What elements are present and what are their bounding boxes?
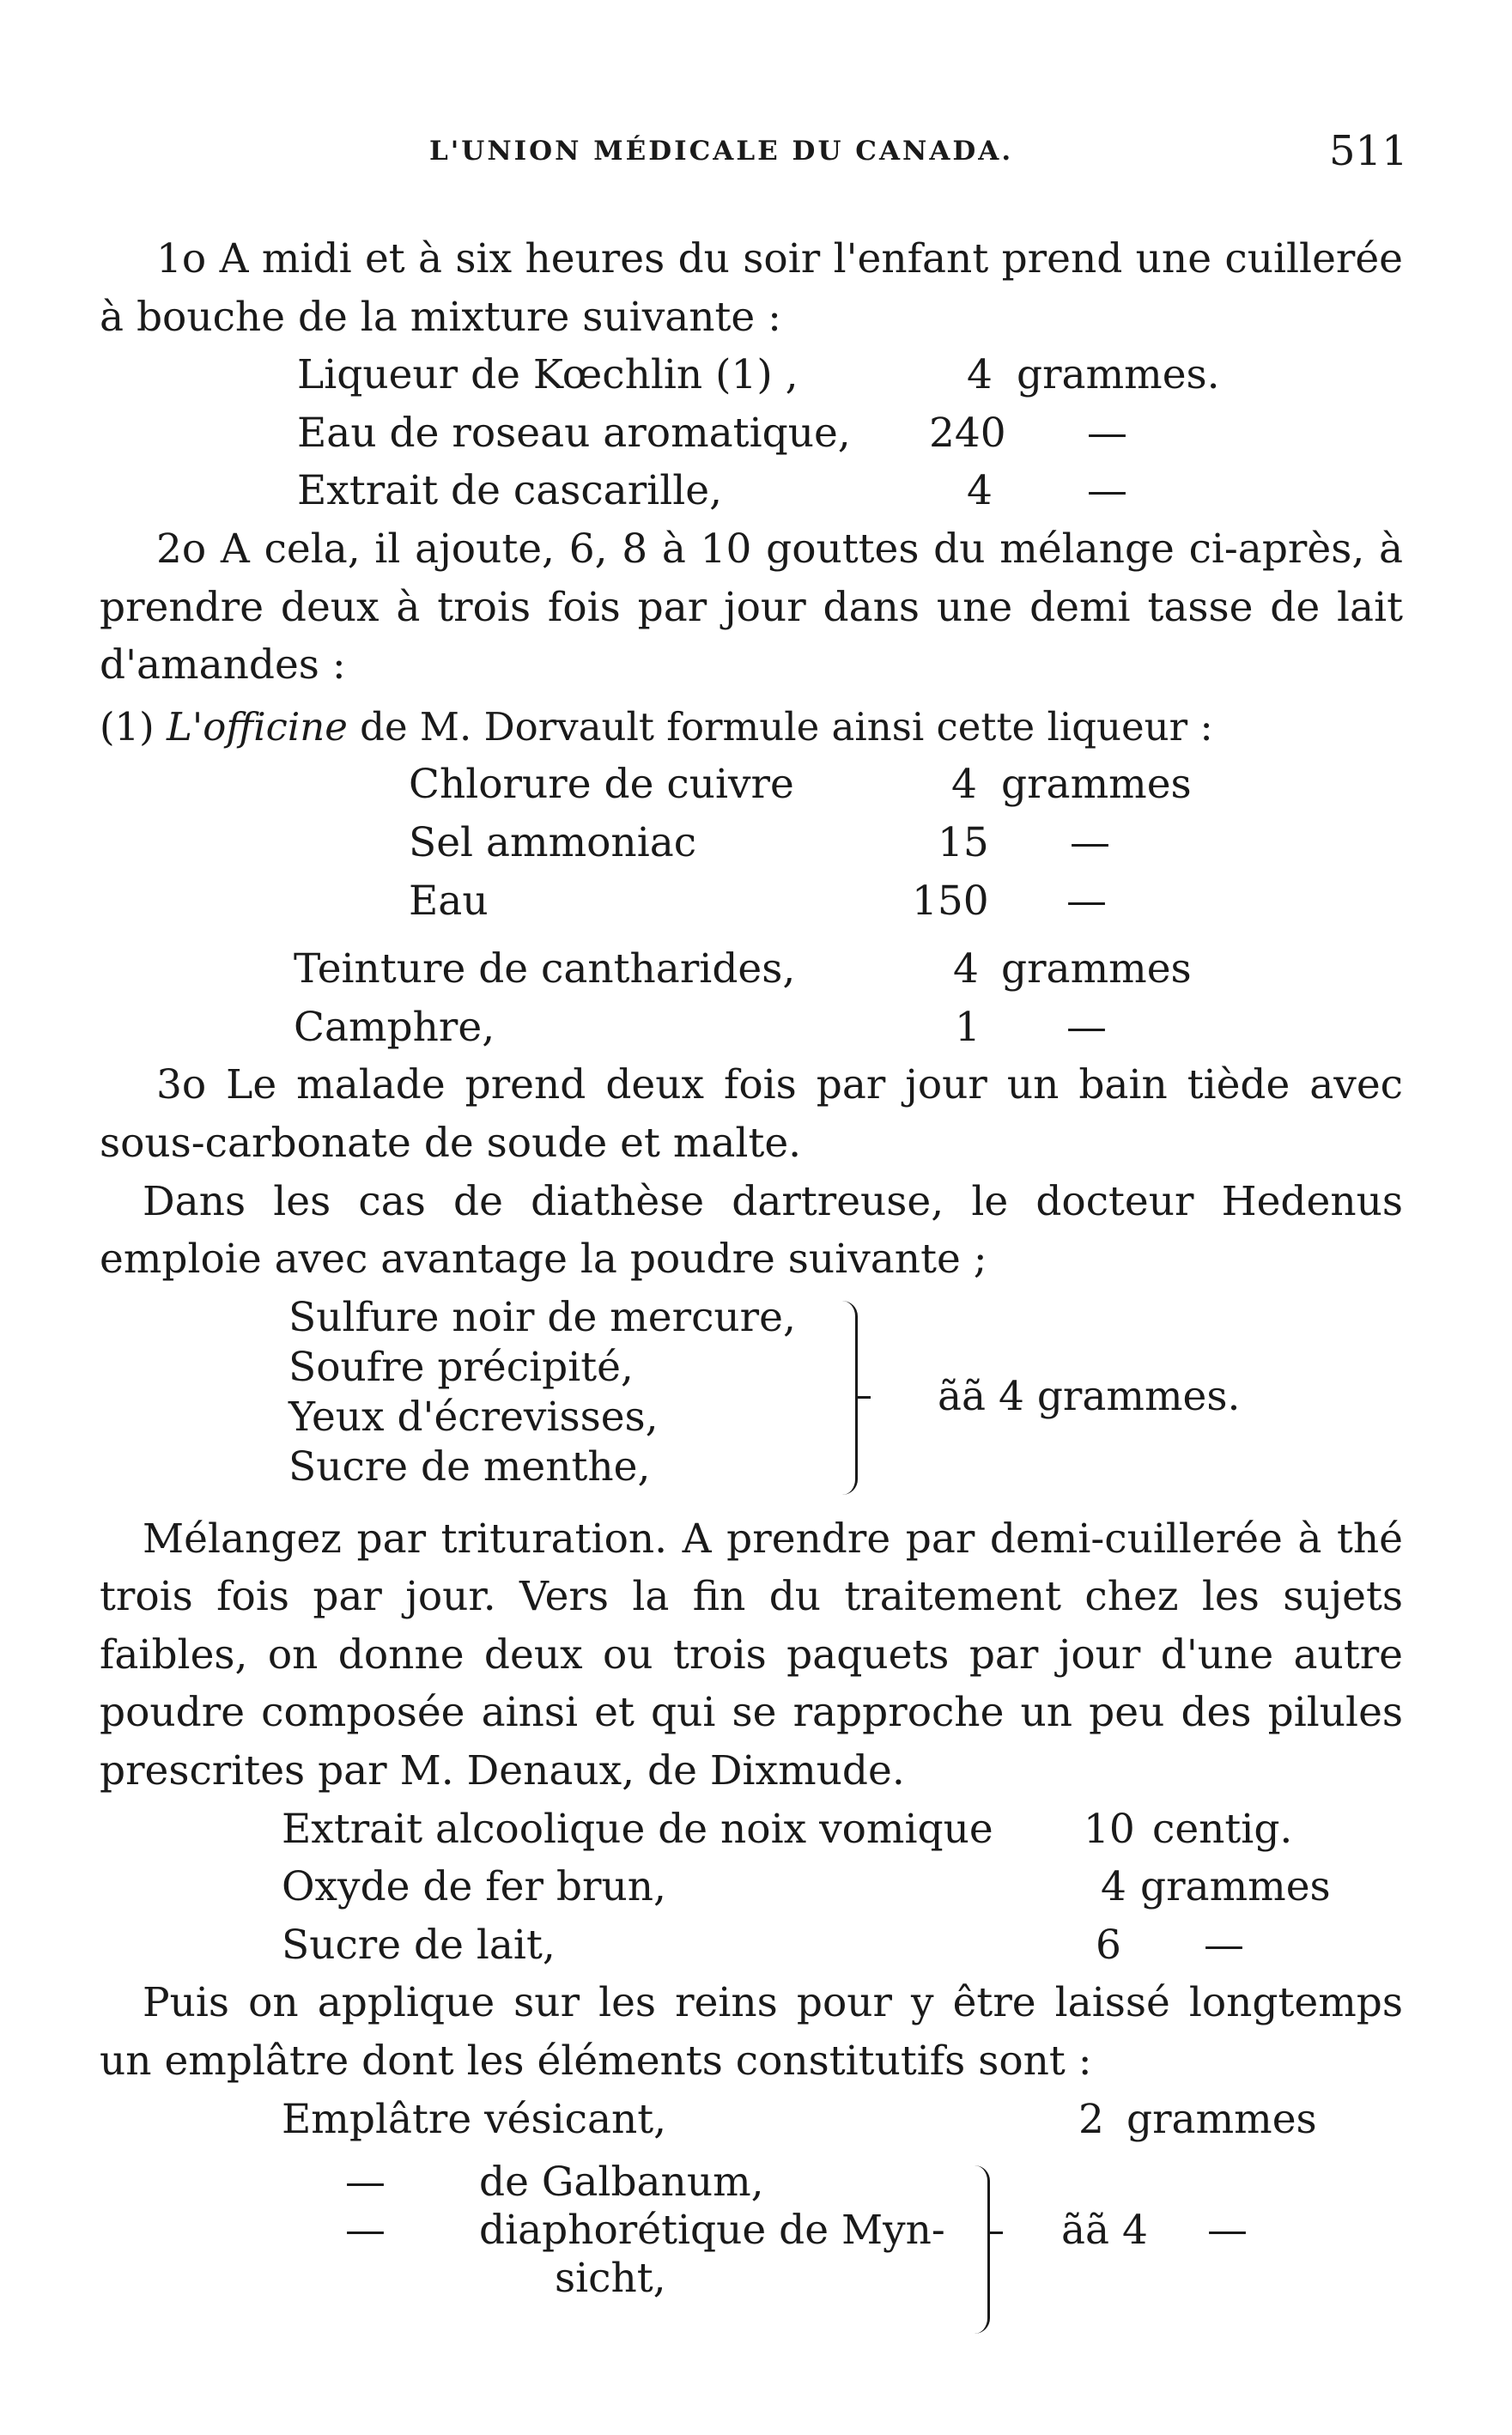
quantity: 6	[1096, 1921, 1121, 1969]
unit: —	[1087, 409, 1127, 457]
paragraph-1: 1o A midi et à six heures du soir l'enfant prend une cuillerée à bouche de la mixture suivante :	[100, 235, 1403, 341]
running-head: L'UNION MÉDICALE DU CANADA.	[429, 136, 1014, 167]
recipe-3	[100, 1289, 1403, 1510]
ingredient: Oxyde de fer brun,	[282, 1863, 666, 1911]
quantity: 10	[1084, 1805, 1135, 1853]
unit: —	[1204, 1921, 1244, 1969]
recipe-row	[100, 756, 1403, 814]
quantity: 150	[912, 877, 989, 925]
unit: grammes	[1001, 945, 1192, 993]
paragraph-6: Puis on applique sur les reins pour y être laissé longtemps un emplâtre dont les éléments constitutifs sont :	[100, 1979, 1403, 2086]
quantity: 4	[967, 467, 993, 515]
recipe-row	[100, 1858, 1403, 1916]
recipe-row	[100, 940, 1403, 999]
brace	[972, 2165, 990, 2334]
recipe-row	[100, 872, 1403, 931]
ingredient: Yeux d'écrevisses,	[288, 1393, 659, 1441]
ingredient: Sulfure noir de mercure,	[288, 1293, 796, 1341]
ingredient: Teinture de cantharides,	[294, 945, 796, 993]
paragraph-2: 2o A cela, il ajoute, 6, 8 à 10 gouttes du mélange ci-après, à prendre deux à trois fois par jour dans une demi tasse de lait d'amandes :	[100, 525, 1403, 689]
ingredient: Sucre de menthe,	[288, 1442, 651, 1491]
unit: grammes	[1126, 2095, 1317, 2143]
brace-tip	[989, 2232, 1003, 2234]
recipe-row	[100, 814, 1403, 872]
ingredient: Eau de roseau aromatique,	[297, 409, 851, 457]
dash: —	[345, 2159, 386, 2207]
quantity: 4	[967, 351, 993, 399]
recipe-row	[100, 1916, 1403, 1975]
page-body	[100, 230, 1403, 2346]
unit: grammes.	[1017, 351, 1220, 399]
quantity: 240	[929, 409, 1006, 457]
recipe-row	[100, 999, 1403, 1057]
ingredient: Soufre précipité,	[288, 1343, 634, 1391]
unit: —	[1066, 877, 1107, 925]
ingredient: sicht,	[555, 2255, 666, 2303]
dose: ãã 4	[1061, 2207, 1148, 2255]
quantity: 4	[951, 761, 977, 809]
unit: —	[1066, 1003, 1107, 1051]
paragraph-4: Dans les cas de diathèse dartreuse, le docteur Hedenus emploie avec avantage la poudre suivante ;	[100, 1177, 1403, 1284]
paragraph-3: 3o Le malade prend deux fois par jour un bain tiède avec sous-carbonate de soude et malte.	[100, 1061, 1403, 1167]
paragraph-5: Mélangez par trituration. A prendre par demi-cuillerée à thé trois fois par jour. Vers la fin du traitement chez les sujets faibles, on donne deux ou trois paquets par jour d'une autre poudre composée ainsi et qui se rapproche un peu des pilules prescrites par M. Denaux, de Dixmude.	[100, 1515, 1403, 1795]
quantity: 4	[953, 945, 979, 993]
unit: centig.	[1152, 1805, 1293, 1853]
recipe-row	[100, 2091, 1403, 2149]
dose: ãã 4 grammes.	[938, 1372, 1241, 1420]
quantity: 15	[938, 818, 989, 866]
brace-tip	[857, 1396, 871, 1399]
footnote: (1) L'officine de M. Dorvault formule ainsi cette liqueur :	[100, 703, 1213, 750]
unit: grammes	[1001, 761, 1192, 809]
unit: —	[1087, 467, 1127, 515]
recipe-1	[100, 346, 1403, 520]
quantity: 4	[1101, 1863, 1126, 1911]
ingredient: Camphre,	[294, 1003, 495, 1051]
unit: —	[1207, 2207, 1248, 2255]
unit: —	[1070, 818, 1110, 866]
ingredient: Eau	[409, 877, 489, 925]
ingredient: de Galbanum,	[479, 2159, 764, 2207]
page-number: 511	[1329, 127, 1408, 175]
ingredient: Extrait alcoolique de noix vomique	[282, 1805, 993, 1853]
brace	[840, 1301, 858, 1495]
recipe-row	[100, 1800, 1403, 1859]
recipe-4	[100, 1800, 1403, 1975]
ingredient: Liqueur de Kœchlin (1) ,	[297, 351, 799, 399]
recipe-row	[100, 404, 1403, 463]
dash: —	[345, 2207, 386, 2255]
ingredient: Emplâtre vésicant,	[282, 2095, 667, 2143]
ingredient: Chlorure de cuivre	[409, 761, 794, 809]
recipe-row	[100, 346, 1403, 404]
ingredient: diaphorétique de Myn-	[479, 2207, 945, 2255]
recipe-5	[100, 2148, 1403, 2346]
unit: grammes	[1140, 1863, 1331, 1911]
footnote-title: L'officine	[167, 703, 348, 750]
ingredient: Extrait de cascarille,	[297, 467, 723, 515]
ingredient: Sucre de lait,	[282, 1921, 556, 1969]
recipe-row	[100, 462, 1403, 520]
ingredient: Sel ammoniac	[409, 818, 697, 866]
recipe-footnote	[100, 756, 1403, 930]
quantity: 2	[1078, 2095, 1104, 2143]
quantity: 1	[955, 1003, 981, 1051]
recipe-2	[100, 940, 1403, 1056]
